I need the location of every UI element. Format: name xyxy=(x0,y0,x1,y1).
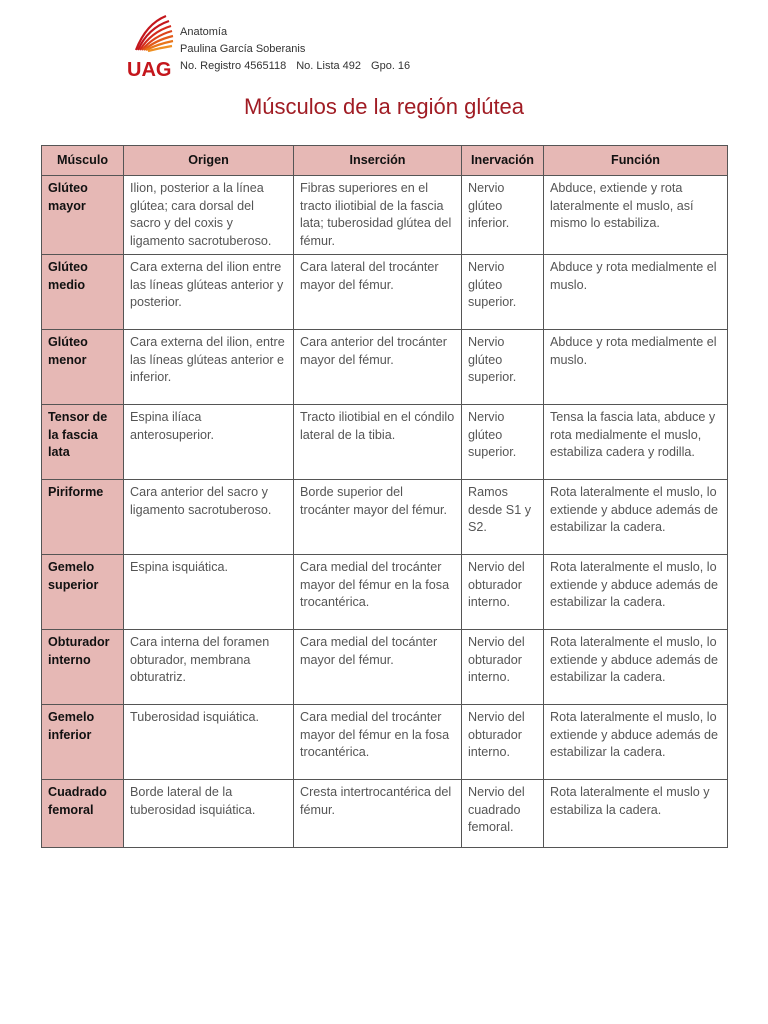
lista-number: No. Lista 492 xyxy=(296,60,362,72)
muscle-cell: Glúteo mayor xyxy=(42,176,124,255)
group-number: Gpo. 16 xyxy=(371,60,411,72)
origin-cell: Cara externa del ilion entre las líneas glúteas anterior y posterior. xyxy=(124,255,294,330)
muscle-cell: Glúteo menor xyxy=(42,330,124,405)
origin-cell: Tuberosidad isquiática. xyxy=(124,705,294,780)
insertion-cell: Cara lateral del trocánter mayor del fémur. xyxy=(294,255,462,330)
table-row xyxy=(42,176,728,255)
innervation-cell: Nervio glúteo superior. xyxy=(462,330,544,405)
table-row xyxy=(42,480,728,555)
origin-cell: Cara externa del ilion, entre las líneas glúteas anterior e inferior. xyxy=(124,330,294,405)
function-cell: Abduce, extiende y rota lateralmente el muslo, así mismo lo estabiliza. xyxy=(544,176,728,255)
function-cell: Rota lateralmente el muslo, lo extiende y abduce además de estabilizar la cadera. xyxy=(544,630,728,705)
muscle-cell: Obturador interno xyxy=(42,630,124,705)
insertion-cell: Cara medial del trocánter mayor del fémur en la fosa trocantérica. xyxy=(294,705,462,780)
muscle-cell: Glúteo medio xyxy=(42,255,124,330)
uag-logo xyxy=(126,14,176,78)
muscle-cell: Tensor de la fascia lata xyxy=(42,405,124,480)
function-cell: Rota lateralmente el muslo, lo extiende y abduce además de estabilizar la cadera. xyxy=(544,480,728,555)
function-cell: Rota lateralmente el muslo, lo extiende y abduce además de estabilizar la cadera. xyxy=(544,555,728,630)
logo-text: UAG xyxy=(127,59,172,78)
table-row xyxy=(42,630,728,705)
origin-cell: Espina ilíaca anterosuperior. xyxy=(124,405,294,480)
insertion-cell: Cresta intertrocantérica del fémur. xyxy=(294,780,462,848)
muscle-cell: Piriforme xyxy=(42,480,124,555)
innervation-cell: Nervio del cuadrado femoral. xyxy=(462,780,544,848)
muscles-table xyxy=(41,145,728,848)
innervation-cell: Nervio glúteo inferior. xyxy=(462,176,544,255)
column-header-insercion: Inserción xyxy=(294,146,462,176)
insertion-cell: Fibras superiores en el tracto iliotibial de la fascia lata; tuberosidad glútea del fémur. xyxy=(294,176,462,255)
table-row xyxy=(42,330,728,405)
page-title: Músculos de la región glútea xyxy=(243,94,525,119)
innervation-cell: Nervio del obturador interno. xyxy=(462,630,544,705)
innervation-cell: Nervio glúteo superior. xyxy=(462,255,544,330)
table-row xyxy=(42,405,728,480)
table-row xyxy=(42,780,728,848)
origin-cell: Cara anterior del sacro y ligamento sacrotuberoso. xyxy=(124,480,294,555)
muscle-cell: Gemelo inferior xyxy=(42,705,124,780)
table-row xyxy=(42,255,728,330)
table-row xyxy=(42,705,728,780)
function-cell: Rota lateralmente el muslo, lo extiende y abduce además de estabilizar la cadera. xyxy=(544,705,728,780)
origin-cell: Espina isquiática. xyxy=(124,555,294,630)
course-name: Anatomía xyxy=(180,26,228,38)
logo-fan-icon xyxy=(136,16,173,51)
insertion-cell: Tracto iliotibial en el cóndilo lateral de la tibia. xyxy=(294,405,462,480)
muscle-cell: Cuadrado femoral xyxy=(42,780,124,848)
function-cell: Abduce y rota medialmente el muslo. xyxy=(544,330,728,405)
table-row xyxy=(42,555,728,630)
column-header-origen: Origen xyxy=(124,146,294,176)
function-cell: Rota lateralmente el muslo y estabiliza la cadera. xyxy=(544,780,728,848)
column-header-musculo: Músculo xyxy=(42,146,124,176)
insertion-cell: Cara anterior del trocánter mayor del fémur. xyxy=(294,330,462,405)
table-header-row xyxy=(42,146,728,176)
header-info xyxy=(180,24,420,75)
column-header-inervacion: Inervación xyxy=(462,146,544,176)
origin-cell: Ilion, posterior a la línea glútea; cara dorsal del sacro y del coxis y ligamento sacrotuberoso. xyxy=(124,176,294,255)
column-header-funcion: Función xyxy=(544,146,728,176)
insertion-cell: Cara medial del tocánter mayor del fémur. xyxy=(294,630,462,705)
insertion-cell: Cara medial del trocánter mayor del fémur en la fosa trocantérica. xyxy=(294,555,462,630)
origin-cell: Borde lateral de la tuberosidad isquiática. xyxy=(124,780,294,848)
innervation-cell: Nervio del obturador interno. xyxy=(462,705,544,780)
innervation-cell: Nervio del obturador interno. xyxy=(462,555,544,630)
registration-line xyxy=(180,58,420,75)
registro-number: No. Registro 4565118 xyxy=(180,60,287,72)
function-cell: Abduce y rota medialmente el muslo. xyxy=(544,255,728,330)
muscle-cell: Gemelo superior xyxy=(42,555,124,630)
innervation-cell: Nervio glúteo superior. xyxy=(462,405,544,480)
origin-cell: Cara interna del foramen obturador, membrana obturatriz. xyxy=(124,630,294,705)
student-name: Paulina García Soberanis xyxy=(180,43,306,55)
innervation-cell: Ramos desde S1 y S2. xyxy=(462,480,544,555)
insertion-cell: Borde superior del trocánter mayor del fémur. xyxy=(294,480,462,555)
function-cell: Tensa la fascia lata, abduce y rota medialmente el muslo, estabiliza cadera y rodilla. xyxy=(544,405,728,480)
document-header xyxy=(126,14,526,82)
